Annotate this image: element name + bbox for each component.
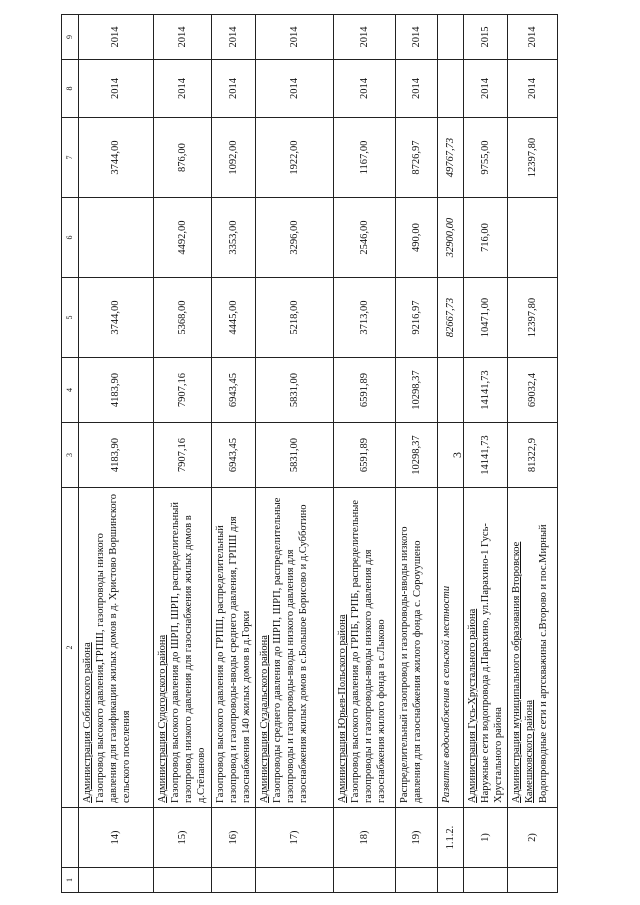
cell: 49767,73 bbox=[437, 118, 463, 198]
cell: 2014 bbox=[255, 60, 333, 118]
table-row bbox=[211, 15, 255, 893]
cell: 2015 bbox=[463, 15, 507, 60]
row-description bbox=[255, 488, 333, 808]
table-row bbox=[154, 15, 212, 893]
column-number-row bbox=[62, 15, 79, 893]
row-number: 18) bbox=[333, 808, 395, 868]
cell: 490,00 bbox=[395, 198, 437, 278]
cell: 3353,00 bbox=[211, 198, 255, 278]
item-text: Распределительный газопровод и газопроводы-вводы низкого давления для газоснабжения жилого фонда с. Сороуушено bbox=[398, 526, 423, 803]
cell bbox=[79, 198, 154, 278]
row-description bbox=[508, 488, 558, 808]
row-description bbox=[463, 488, 507, 808]
col-num: 5 bbox=[62, 278, 79, 358]
col-num: 7 bbox=[62, 118, 79, 198]
cell: 1167,00 bbox=[333, 118, 395, 198]
cell: 8726,97 bbox=[395, 118, 437, 198]
item-text: Газопроводы среднего давления до ШРП, ШРП, распределительные газопроводы и газопроводы-вводы низкого давления для газоснабжения жилых домов в с.Большое Борисово и д.Субботино bbox=[272, 497, 310, 803]
cell: 12397,80 bbox=[508, 118, 558, 198]
cell: 2014 bbox=[395, 15, 437, 60]
cell: 69032,4 bbox=[508, 358, 558, 423]
col-num: 4 bbox=[62, 358, 79, 423]
cell: 6591,89 bbox=[333, 423, 395, 488]
row-description: Развитие водоснабжения в сельской местности bbox=[437, 488, 463, 808]
cell bbox=[437, 358, 463, 423]
cell: 2014 bbox=[154, 60, 212, 118]
cell: 14141,73 bbox=[463, 358, 507, 423]
cell: 7907,16 bbox=[154, 358, 212, 423]
table-row bbox=[463, 15, 507, 893]
cell: 2014 bbox=[79, 60, 154, 118]
cell: 4445,00 bbox=[211, 278, 255, 358]
cell: 3744,00 bbox=[79, 118, 154, 198]
cell bbox=[437, 15, 463, 60]
item-text: Водопроводные сети и артскважины с.Второво и пос.Мирный bbox=[537, 524, 549, 803]
cell: 3744,00 bbox=[79, 278, 154, 358]
row-number: 1.1.2. bbox=[437, 808, 463, 868]
col-num: 3 bbox=[62, 423, 79, 488]
cell: 6943,45 bbox=[211, 358, 255, 423]
cell: 5831,00 bbox=[255, 423, 333, 488]
cell bbox=[437, 60, 463, 118]
subtotal-row bbox=[437, 15, 463, 893]
cell: 10298,37 bbox=[395, 423, 437, 488]
cell: 9755,00 bbox=[463, 118, 507, 198]
cell: 1922,00 bbox=[255, 118, 333, 198]
cell: 1092,00 bbox=[211, 118, 255, 198]
cell: 14141,73 bbox=[463, 423, 507, 488]
cell: 3713,00 bbox=[333, 278, 395, 358]
section-title: Администрация Собинского района bbox=[82, 642, 93, 803]
section-title: Администрация Судогодского района bbox=[157, 634, 168, 803]
row-number: 14) bbox=[79, 808, 154, 868]
table-row bbox=[79, 15, 154, 893]
cell: 82667,73 bbox=[437, 278, 463, 358]
cell: 7907,16 bbox=[154, 423, 212, 488]
program-table bbox=[61, 14, 558, 893]
cell: 2014 bbox=[255, 15, 333, 60]
cell: 2014 bbox=[333, 60, 395, 118]
item-text: Газопровод высокого давления,ГРПШ, газопроводы низкого давления для газификации жилых домов в д. Христово Воршинского сельского поселения bbox=[95, 494, 133, 803]
col-num: 8 bbox=[62, 60, 79, 118]
cell: 716,00 bbox=[463, 198, 507, 278]
cell: 2014 bbox=[154, 15, 212, 60]
cell: 9216,97 bbox=[395, 278, 437, 358]
row-description bbox=[154, 488, 212, 808]
row-description bbox=[333, 488, 395, 808]
table-row bbox=[333, 15, 395, 893]
page-number: 3 bbox=[450, 452, 464, 458]
col-num: 1 bbox=[62, 868, 79, 893]
cell: 2014 bbox=[395, 60, 437, 118]
cell bbox=[508, 198, 558, 278]
section-title: Администрация муниципального образования Второвское Камешковского района bbox=[511, 541, 536, 803]
cell: 2014 bbox=[508, 60, 558, 118]
row-number: 16) bbox=[211, 808, 255, 868]
table-row bbox=[395, 15, 437, 893]
cell bbox=[437, 423, 463, 488]
row-description bbox=[395, 488, 437, 808]
cell: 3296,00 bbox=[255, 198, 333, 278]
cell: 4183,90 bbox=[79, 423, 154, 488]
cell: 81322,9 bbox=[508, 423, 558, 488]
cell: 2014 bbox=[508, 15, 558, 60]
row-number: 17) bbox=[255, 808, 333, 868]
item-text: Наружные сети водопровода д.Парахино, ул.Парахино-1 Гусь-Хрустального района bbox=[480, 523, 505, 803]
row-number: 15) bbox=[154, 808, 212, 868]
cell: 2014 bbox=[463, 60, 507, 118]
cell: 876,00 bbox=[154, 118, 212, 198]
cell: 2546,00 bbox=[333, 198, 395, 278]
col-num bbox=[62, 808, 79, 868]
item-text: Газопровод высокого давления до ШРП, ШРП, распределительный газопровод низкого давления для газоснабжения жилых домов в д.Стёпаново bbox=[170, 502, 208, 803]
row-number: 2) bbox=[508, 808, 558, 868]
row-number: 1) bbox=[463, 808, 507, 868]
col-num: 9 bbox=[62, 15, 79, 60]
item-text: Газопровод высокого давления до ГРПБ, ГРПБ, распределительные газопроводы и газопроводы-вводы низкого давления для газоснабжения жилого фонда в с.Лыково bbox=[350, 500, 388, 803]
cell: 6591,89 bbox=[333, 358, 395, 423]
item-text: Газопровод высокого давления до ГРПШ, распределительный газопровод и газопроводы-вводы среднего давления, ГРПШ для газоснабжения 140 жилых домов в д.Горки bbox=[214, 516, 252, 803]
col-num: 2 bbox=[62, 488, 79, 808]
cell: 12397,80 bbox=[508, 278, 558, 358]
cell: 5831,00 bbox=[255, 358, 333, 423]
section-title: Администрация Суздальского района bbox=[258, 635, 270, 803]
cell: 4492,00 bbox=[154, 198, 212, 278]
cell: 2014 bbox=[333, 15, 395, 60]
cell: 32900,00 bbox=[437, 198, 463, 278]
cell: 2014 bbox=[79, 15, 154, 60]
cell: 6943,45 bbox=[211, 423, 255, 488]
row-number: 19) bbox=[395, 808, 437, 868]
section-title: Администрация Юрьев-Польского района bbox=[336, 614, 348, 803]
cell: 4183,90 bbox=[79, 358, 154, 423]
section-title: Администрация Гусь-Хрустального района bbox=[466, 608, 478, 803]
cell: 2014 bbox=[211, 60, 255, 118]
cell: 2014 bbox=[211, 15, 255, 60]
col-num: 6 bbox=[62, 198, 79, 278]
row-description bbox=[211, 488, 255, 808]
table-row bbox=[255, 15, 333, 893]
cell: 10471,00 bbox=[463, 278, 507, 358]
cell: 5368,00 bbox=[154, 278, 212, 358]
cell: 5218,00 bbox=[255, 278, 333, 358]
cell: 10298,37 bbox=[395, 358, 437, 423]
table-row bbox=[508, 15, 558, 893]
row-description bbox=[79, 488, 154, 808]
